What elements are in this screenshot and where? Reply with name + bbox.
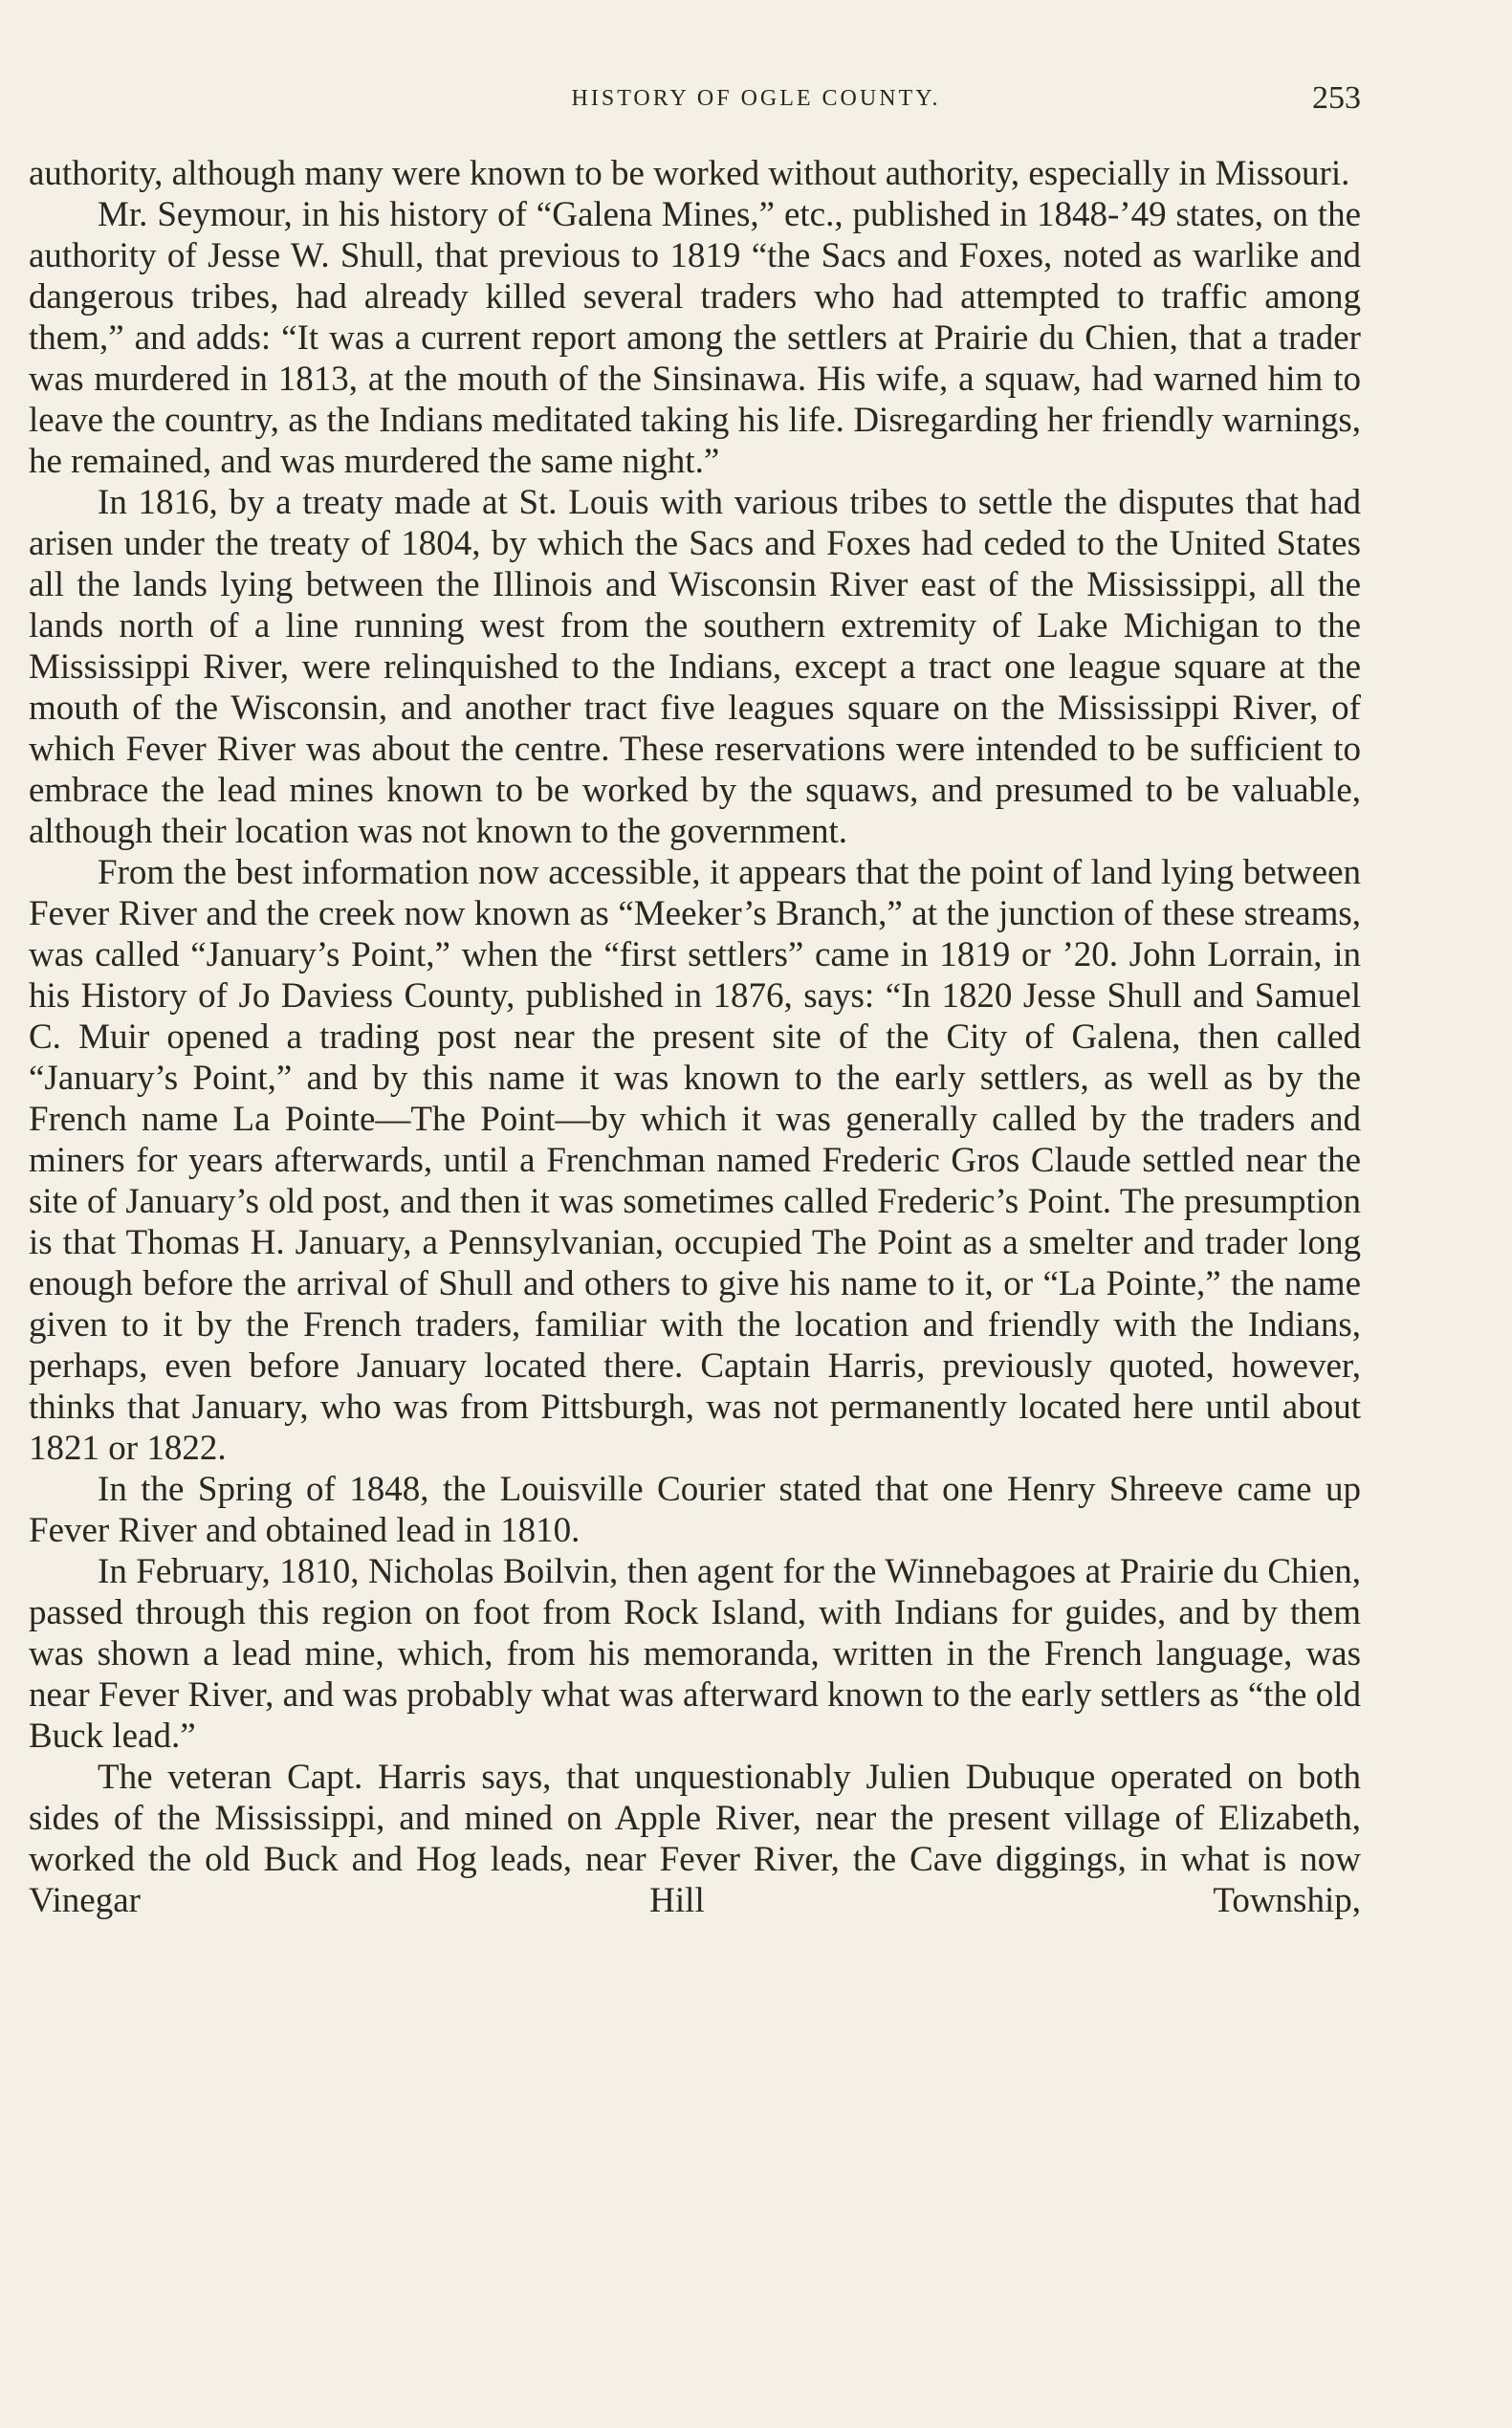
paragraph-6: In February, 1810, Nicholas Boilvin, then agent for the Winnebagoes at Prairie du Chien, passed through this region on foot from Rock Island, with Indians for guides, and by them was shown a lead mine, which, from his memoranda, written in the French language, was near Fever River, and was probably what was afterward known to the early settlers as “the old Buck lead.” (29, 1552, 1361, 1756)
paragraph-7: The veteran Capt. Harris says, that unquestionably Julien Dubuque operated on both sides of the Mississippi, and mined on Apple River, near the present village of Elizabeth, worked the old Buck and Hog leads, near Fever River, the Cave diggings, in what is now Vinegar Hill Township, (29, 1758, 1361, 1920)
paragraph-3: In 1816, by a treaty made at St. Louis with various tribes to settle the disputes that had arisen under the treaty of 1804, by which the Sacs and Foxes had ceded to the United States all the lands lying between the Illinois and Wisconsin River east of the Mississippi, all the lands north of a line running west from the southern extremity of Lake Michigan to the Mississippi River, were relinquished to the Indians, except a tract one league square at the mouth of the Wisconsin, and another tract five leagues square on the Mississippi River, of which Fever River was about the centre. These reservations were intended to be sufficient to embrace the lead mines known to be worked by the squaws, and presumed to be valuable, although their location was not known to the government. (29, 483, 1361, 851)
paragraph-1: authority, although many were known to be worked without authority, especially in Missouri. (29, 154, 1350, 193)
paragraph-4: From the best information now accessible, it appears that the point of land lying between Fever River and the creek now known as “Meeker’s Branch,” at the junction of these streams, was called “January’s Point,” when the “first settlers” came in 1819 or ’20. John Lorrain, in his History of Jo Daviess County, published in 1876, says: “In 1820 Jesse Shull and Samuel C. Muir opened a trading post near the present site of the City of Galena, then called “January’s Point,” and by this name it was known to the early settlers, as well as by the French name La Pointe—The Point—by which it was generally called by the traders and miners for years afterwards, until a Frenchman named Frederic Gros Claude settled near the site of January’s old post, and then it was sometimes called Frederic’s Point. The presumption is that Thomas H. January, a Pennsylvanian, occupied The Point as a smelter and trader long enough before the arrival of Shull and others to give his name to it, or “La Pointe,” the name given to it by the French traders, familiar with the location and friendly with the Indians, perhaps, even before January located there. Captain Harris, previously quoted, however, thinks that January, who was from Pittsburgh, was not permanently located here until about 1821 or 1822. (29, 853, 1361, 1468)
running-title: HISTORY OF OGLE COUNTY. (571, 86, 941, 111)
page-number: 253 (1312, 80, 1361, 116)
paragraph-2: Mr. Seymour, in his history of “Galena Mines,” etc., published in 1848-’49 states, on the authority of Jesse W. Shull, that previous to 1819 “the Sacs and Foxes, noted as warlike and dangerous tribes, had already killed several traders who had attempted to traffic among them,” and adds: “It was a current report among the settlers at Prairie du Chien, that a trader was murdered in 1813, at the mouth of the Sinsinawa. His wife, a squaw, had warned him to leave the country, as the Indians meditated taking his life. Disregarding her friendly warnings, he remained, and was murdered the same night.” (29, 195, 1361, 481)
running-head (0, 80, 1512, 119)
body-text (29, 153, 1361, 1921)
paragraph-5: In the Spring of 1848, the Louisville Courier stated that one Henry Shreeve came up Fever River and obtained lead in 1810. (29, 1470, 1361, 1550)
